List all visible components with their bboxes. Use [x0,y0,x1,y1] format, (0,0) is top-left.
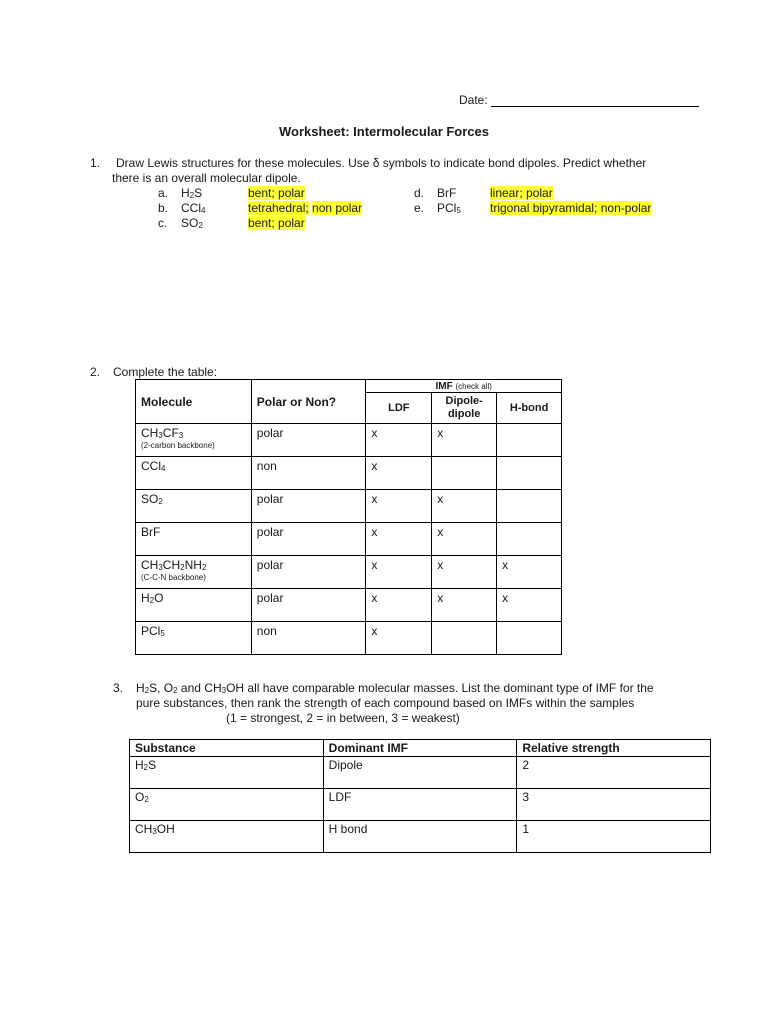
molecule-cell-text: $CH_3CF_3$ [141,426,184,440]
table-row [130,821,711,853]
ldf-cell [366,457,432,490]
strength-table [129,739,711,853]
hbond-cell [497,589,562,622]
q3-number: 3. [113,681,124,695]
header-dipole-line1: Dipole- [445,395,483,407]
ldf-cell-text: x [371,525,378,539]
substance-cell: $CH_3OH$ [130,821,324,853]
relative-strength-cell: 2 [517,757,711,789]
date-label: Date: [459,93,488,107]
dipole-cell-text: x [437,591,444,605]
molecule-cell [136,556,252,589]
q1-item-e-letter: e. [414,201,425,215]
q2-number: 2. [90,365,101,379]
hbond-cell [497,523,562,556]
dipole-cell-text: x [437,492,444,506]
header-substance: Substance [130,740,324,757]
hbond-cell [497,424,562,457]
polar-cell [251,424,366,457]
table-row [136,490,562,523]
header-dominant-imf: Dominant IMF [323,740,517,757]
hbond-cell [497,457,562,490]
molecule-cell-text: (C-C-N backbone) [141,573,206,582]
hbond-cell [497,556,562,589]
q1-text-line1: Draw Lewis structures for these molecules. Use δ symbols to indicate bond dipoles. Predict whether [116,156,647,170]
molecule-cell-text: CCl$_4$ [141,459,166,473]
q2-text: Complete the table: [113,365,218,379]
molecule-cell-text: (2-carbon backbone) [141,441,215,450]
polar-cell-text: non [256,624,277,638]
q1-item-a-formula: $H_2S$ [181,186,203,200]
hbond-cell-text: x [502,591,509,605]
ldf-cell [366,622,432,655]
q1-item-d-formula: BrF [437,186,457,200]
ldf-cell-text: x [371,558,378,572]
dominant-imf-cell: LDF [323,789,517,821]
header-polar: Polar or Non? [251,380,366,424]
dipole-cell [432,589,497,622]
q1-item-c-answer: bent; polar [248,216,305,230]
polar-cell [251,556,366,589]
table-row [130,789,711,821]
ldf-cell [366,589,432,622]
molecule-cell-text: PCl$_5$ [141,624,165,638]
molecule-cell [136,457,252,490]
dipole-cell-text: x [437,426,444,440]
imf-table [135,379,562,655]
ldf-cell [366,523,432,556]
ldf-cell [366,556,432,589]
q1-item-a-letter: a. [158,186,169,200]
header-imf-label: IMF [435,380,453,392]
q1-item-d-answer: linear; polar [490,186,553,200]
polar-cell [251,589,366,622]
molecule-cell-text: $CH_3CH_2NH_2$ [141,558,207,572]
polar-cell [251,622,366,655]
table-row [136,424,562,457]
header-dipole-line2: dipole [447,408,481,420]
hbond-cell-text: x [502,558,509,572]
header-ldf: LDF [366,393,432,424]
q1-item-c-letter: c. [158,216,168,230]
substance-cell: $O_2$ [130,789,324,821]
q1-item-b-answer [248,201,362,215]
ldf-cell-text: x [371,492,378,506]
substance-cell: $H_2S$ [130,757,324,789]
dipole-cell-text: x [437,558,444,572]
q1-item-e-answer: trigonal bipyramidal; non-polar [490,201,652,215]
dipole-cell-text: x [437,525,444,539]
q1-number: 1. [90,156,101,170]
header-imf-note: (check all) [455,381,492,391]
relative-strength-cell: 1 [517,821,711,853]
table-row [136,622,562,655]
polar-cell-text: polar [256,525,284,539]
ldf-cell-text: x [371,624,378,638]
hbond-cell [497,622,562,655]
q1-item-d-letter: d. [414,186,425,200]
polar-cell-text: non [256,459,277,473]
polar-cell [251,490,366,523]
molecule-cell [136,622,252,655]
dipole-cell [432,556,497,589]
dominant-imf-cell: Dipole [323,757,517,789]
ldf-cell [366,424,432,457]
dipole-cell [432,490,497,523]
header-relative-strength: Relative strength [517,740,711,757]
q1-item-b-answer-part1: tetrahedral; [248,201,309,215]
polar-cell-text: polar [256,558,284,572]
table-row [136,523,562,556]
q1-item-b-letter: b. [158,201,169,215]
polar-cell [251,457,366,490]
ldf-cell-text: x [371,426,378,440]
molecule-cell-text: $H_2O$ [141,591,164,605]
q1-item-e-formula: PCl$_5$ [437,201,461,215]
q3-text-line2: pure substances, then rank the strength of each compound based on IMFs within the samples [136,696,635,710]
date-blank-line[interactable] [491,94,699,107]
table-row [136,589,562,622]
dipole-cell [432,523,497,556]
molecule-cell [136,424,252,457]
table-row [136,457,562,490]
header-hbond: H-bond [497,393,562,424]
q1-item-c-formula: $SO_2$ [181,216,203,230]
q1-text-line2: there is an overall molecular dipole. [112,171,301,185]
ldf-cell-text: x [371,591,378,605]
polar-cell-text: polar [256,426,284,440]
dipole-cell [432,622,497,655]
table-row [136,556,562,589]
molecule-cell [136,490,252,523]
molecule-cell [136,523,252,556]
header-imf [366,380,562,393]
header-dipole [432,393,497,424]
polar-cell-text: polar [256,492,284,506]
dipole-cell [432,424,497,457]
q3-text-line3: (1 = strongest, 2 = in between, 3 = weakest) [226,711,460,725]
molecule-cell-text: BrF [141,525,161,539]
worksheet-title: Worksheet: Intermolecular Forces [279,124,489,139]
date-field [459,93,699,107]
header-molecule: Molecule [136,380,252,424]
q1-item-b-answer-part2: non polar [312,201,363,215]
ldf-cell-text: x [371,459,378,473]
molecule-cell-text: $SO_2$ [141,492,163,506]
q1-item-a-answer: bent; polar [248,186,305,200]
relative-strength-cell: 3 [517,789,711,821]
q1-item-b-formula: CCl$_4$ [181,201,206,215]
molecule-cell [136,589,252,622]
dipole-cell [432,457,497,490]
table-row [130,757,711,789]
dominant-imf-cell: H bond [323,821,517,853]
polar-cell-text: polar [256,591,284,605]
q3-text-line1: $H_2S$, $O_2$ and $CH_3OH$ all have comparable molecular masses. List the dominant type of IMF for the [136,681,654,695]
polar-cell [251,523,366,556]
hbond-cell [497,490,562,523]
ldf-cell [366,490,432,523]
